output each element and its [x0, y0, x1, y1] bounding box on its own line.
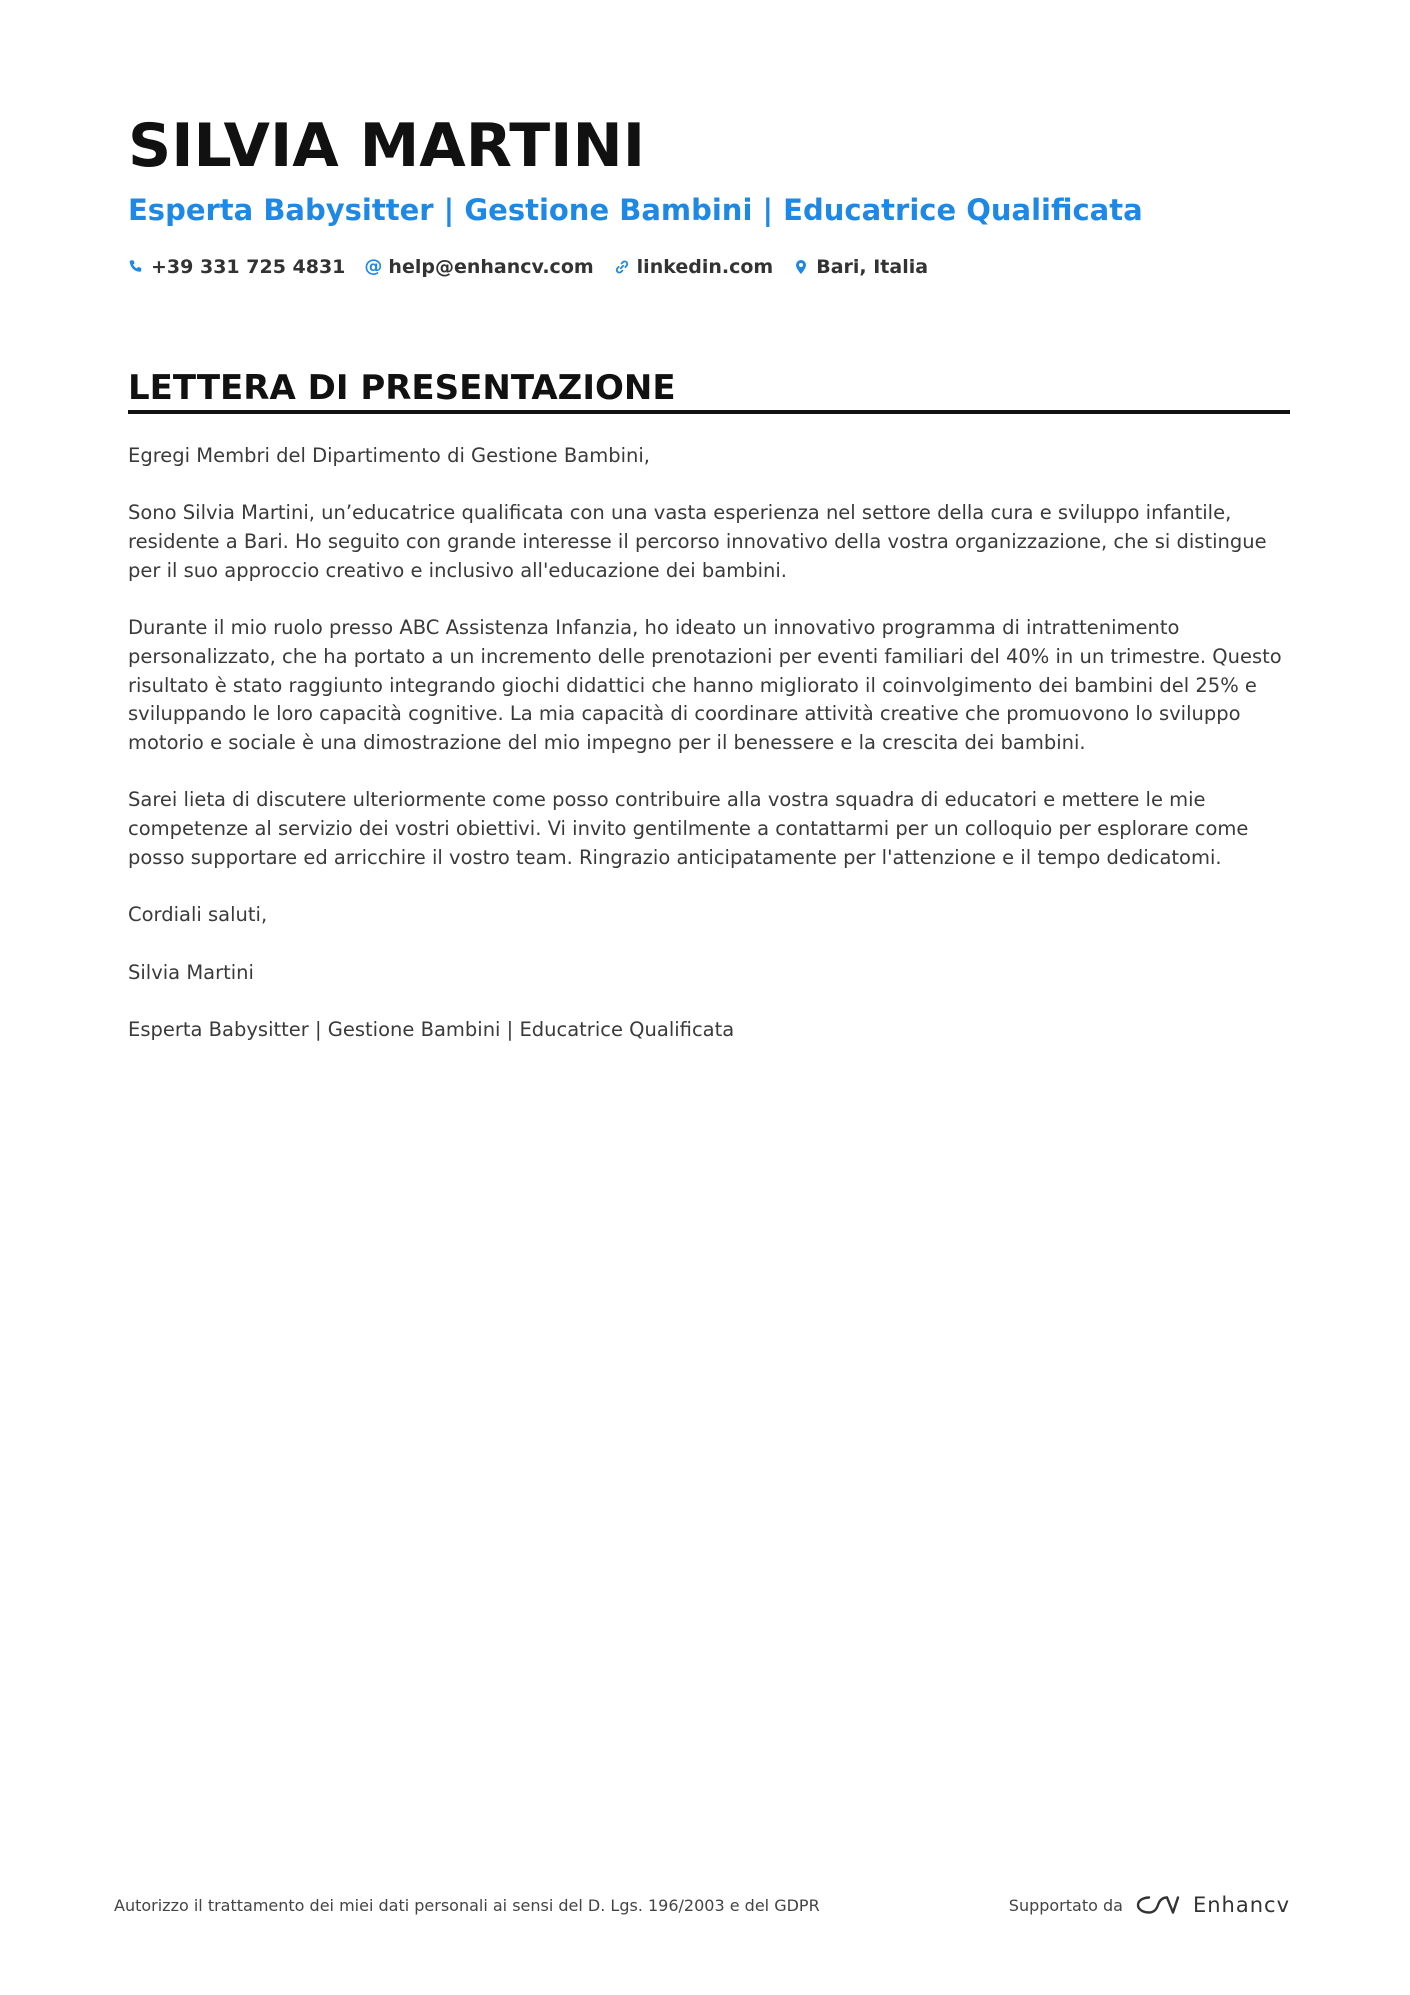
- contact-phone-text: +39 331 725 4831: [151, 256, 346, 278]
- contact-location-text: Bari, Italia: [816, 256, 929, 278]
- powered-by-badge[interactable]: [1009, 1888, 1290, 1922]
- contact-linkedin-text: linkedin.com: [636, 256, 774, 278]
- contact-linkedin[interactable]: [614, 256, 774, 278]
- contact-location: [793, 256, 928, 278]
- contact-phone: [128, 256, 345, 278]
- contact-info-bar: [128, 252, 928, 282]
- letter-paragraph: Sarei lieta di discutere ulteriormente come posso contribuire alla vostra squadra di educatori e mettere le mie competenze al servizio dei vostri obiettivi. Vi invito gentilmente a contattarmi per un colloquio per esplorare come posso supportare ed arricchire il vostro team. Ringrazio anticipatamente per l'attenzione e il tempo dedicatomi.: [128, 788, 1249, 869]
- letter-body: [128, 442, 1298, 1073]
- location-pin-icon: [793, 259, 809, 275]
- section-divider: [128, 410, 1290, 414]
- letter-closing: Cordiali saluti,: [128, 903, 268, 927]
- phone-icon: [128, 259, 144, 275]
- link-icon: [614, 259, 630, 275]
- letter-paragraph: Durante il mio ruolo presso ABC Assistenza Infanzia, ho ideato un innovativo programma di intrattenimento personalizzato, che ha portato a un incremento delle prenotazioni per eventi familiari del 40% in un trimestre. Questo risultato è stato raggiunto integrando giochi didattici che hanno migliorato il coinvolgimento dei bambini del 25% e sviluppando le loro capacità cognitive. La mia capacità di coordinare attività creative che promuovono lo sviluppo motorio e sociale è una dimostrazione del mio impegno per il benessere e la crescita dei bambini.: [128, 616, 1282, 754]
- contact-email[interactable]: [365, 256, 593, 278]
- letter-paragraph: Sono Silvia Martini, un’educatrice qualificata con una vasta esperienza nel settore della cura e sviluppo infantile, residente a Bari. Ho seguito con grande interesse il percorso innovativo della vostra organizzazione, che si distingue per il suo approccio creativo e inclusivo all'educazione dei bambini.: [128, 501, 1267, 582]
- enhancv-brand-name: Enhancv: [1192, 1893, 1290, 1917]
- candidate-name: SILVIA MARTINI: [128, 111, 646, 181]
- candidate-headline: Esperta Babysitter | Gestione Bambini | Educatrice Qualificata: [128, 193, 1143, 227]
- letter-signature-title: Esperta Babysitter | Gestione Bambini | Educatrice Qualificata: [128, 1017, 735, 1041]
- privacy-consent-note: Autorizzo il trattamento dei miei dati personali ai sensi del D. Lgs. 196/2003 e del GDPR: [114, 1896, 820, 1915]
- powered-by-label: Supportato da: [1008, 1895, 1123, 1915]
- contact-email-text: help@enhancv.com: [388, 256, 594, 278]
- letter-greeting: Egregi Membri del Dipartimento di Gestione Bambini,: [128, 444, 650, 467]
- at-icon: @: [364, 256, 383, 277]
- section-title: LETTERA DI PRESENTAZIONE: [128, 368, 676, 408]
- letter-signature: Silvia Martini: [128, 960, 254, 984]
- enhancv-logo-icon: [1135, 1892, 1181, 1918]
